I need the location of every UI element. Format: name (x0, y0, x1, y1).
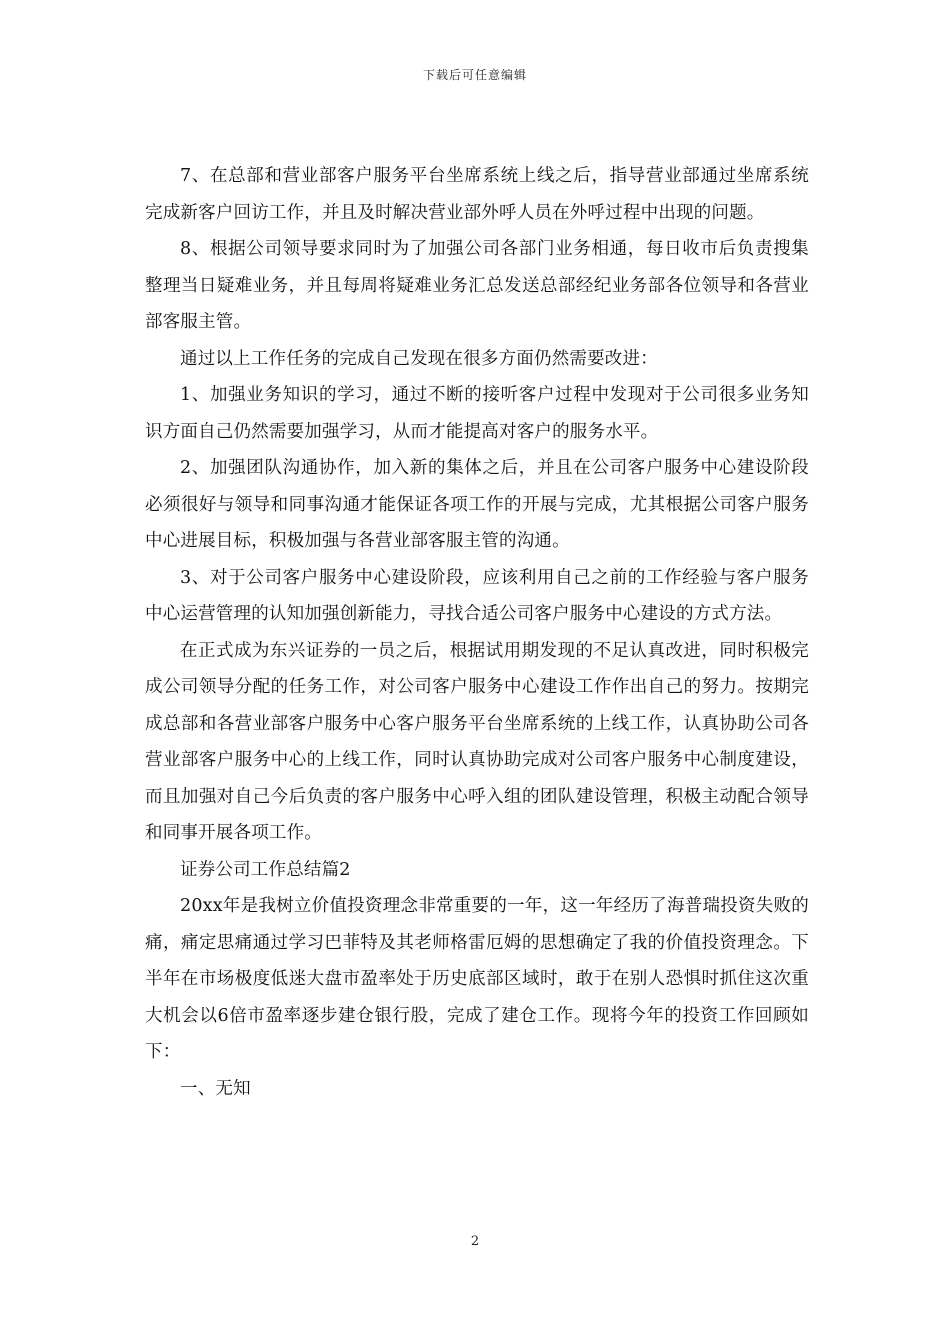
section-heading: 证券公司工作总结篇2 (180, 859, 351, 880)
paragraph-item-8: 8、根据公司领导要求同时为了加强公司各部门业务相通，每日收市后负责搜集整理当日疑难业务，并且每周将疑难业务汇总发送总部经纪业务部各位领导和各营业部客服主管。 (145, 239, 809, 332)
document-body (145, 158, 809, 1107)
paragraph-improvement-3: 3、对于公司客户服务中心建设阶段，应该利用自己之前的工作经验与客户服务中心运营管理的认知加强创新能力，寻找合适公司客户服务中心建设的方式方法。 (145, 567, 809, 624)
page-header: 下载后可任意编辑 (422, 68, 527, 82)
paragraph-item-7: 7、在总部和营业部客户服务平台坐席系统上线之后，指导营业部通过坐席系统完成新客户回访工作，并且及时解决营业部外呼人员在外呼过程中出现的问题。 (145, 166, 809, 223)
paragraph-improvement-2: 2、加强团队沟通协作，加入新的集体之后，并且在公司客户服务中心建设阶段必须很好与领导和同事沟通才能保证各项工作的开展与完成，尤其根据公司客户服务中心进展目标，积极加强与各营业部客服主管的沟通。 (145, 458, 809, 551)
paragraph-improvement-1: 1、加强业务知识的学习，通过不断的接听客户过程中发现对于公司很多业务知识方面自己仍然需要加强学习，从而才能提高对客户的服务水平。 (145, 385, 809, 442)
paragraph-improvement-intro: 通过以上工作任务的完成自己发现在很多方面仍然需要改进： (180, 348, 658, 369)
page-number: 2 (470, 1234, 480, 1249)
paragraph-plan: 在正式成为东兴证券的一员之后，根据试用期发现的不足认真改进，同时积极完成公司领导分配的任务工作，对公司客户服务中心建设工作作出自己的努力。按期完成总部和各营业部客户服务中心客户服务平台坐席系统的上线工作，认真协助公司各营业部客户服务中心的上线工作，同时认真协助完成对公司客户服务中心制度建设，而且加强对自己今后负责的客户服务中心呼入组的团队建设管理，积极主动配合领导和同事开展各项工作。 (145, 640, 809, 843)
paragraph-review-intro: 20xx年是我树立价值投资理念非常重要的一年，这一年经历了海普瑞投资失败的痛，痛定思痛通过学习巴菲特及其老师格雷厄姆的思想确定了我的价值投资理念。下半年在市场极度低迷大盘市盈率处于历史底部区域时，敢于在别人恐惧时抓住这次重大机会以6倍市盈率逐步建仓银行股，完成了建仓工作。现将今年的投资工作回顾如下： (145, 896, 809, 1062)
subsection-heading: 一、无知 (180, 1078, 251, 1099)
